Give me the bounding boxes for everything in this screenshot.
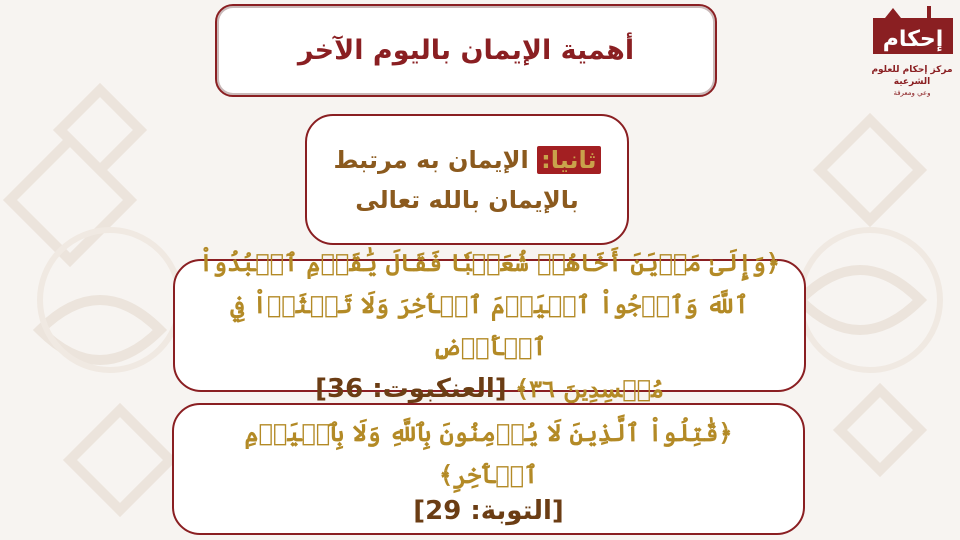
title-banner — [215, 4, 717, 97]
point-card — [305, 114, 629, 245]
logo-wordmark: إحكام — [882, 27, 944, 52]
logo-caption: مركز إحكام للعلوم الشرعية — [871, 65, 953, 87]
brand-logo — [864, 4, 960, 104]
logo-tagline: وعي ومعرفة — [893, 89, 931, 97]
logo-mark-icon — [867, 4, 957, 56]
page-title: أهمية الإيمان باليوم الآخر — [297, 35, 635, 66]
verse-card-ankabut — [173, 247, 806, 404]
verse-card-tawbah — [172, 403, 805, 535]
verse2-line-1: ﴿قَٰتِلُواْ ٱلَّذِينَ لَا يُؤۡمِنُونَ بِٱللَّهِ وَلَا بِٱلۡيَوۡمِ ٱلۡأٓخِرِ﴾ — [244, 418, 733, 489]
verse1-line-1: ﴿وَإِلَىٰ مَدۡيَنَ أَخَاهُمۡ شُعَيۡبٗا فَقَالَ يَٰقَوۡمِ ٱعۡبُدُواْ — [198, 247, 781, 277]
verse2-reference: [التوبة: 29] — [413, 496, 564, 526]
point-text-1: الإيمان به مرتبط — [333, 145, 529, 174]
point-line-1 — [333, 140, 600, 180]
verse1-line-2: ٱللَّهَ وَٱرۡجُواْ ٱلۡيَوۡمَ ٱلۡأٓخِرَ وَلَا تَعۡثَوۡاْ فِي ٱلۡأَرۡضِ — [230, 289, 749, 361]
point-line-2: بالإيمان بالله تعالى — [355, 185, 579, 214]
verse1-reference: [العنكبوت: 36] — [315, 373, 507, 404]
point-tag: ثانيا: — [537, 146, 600, 174]
verse1-line-3-text: مُفۡسِدِينَ ٣٦﴾ — [515, 373, 664, 403]
